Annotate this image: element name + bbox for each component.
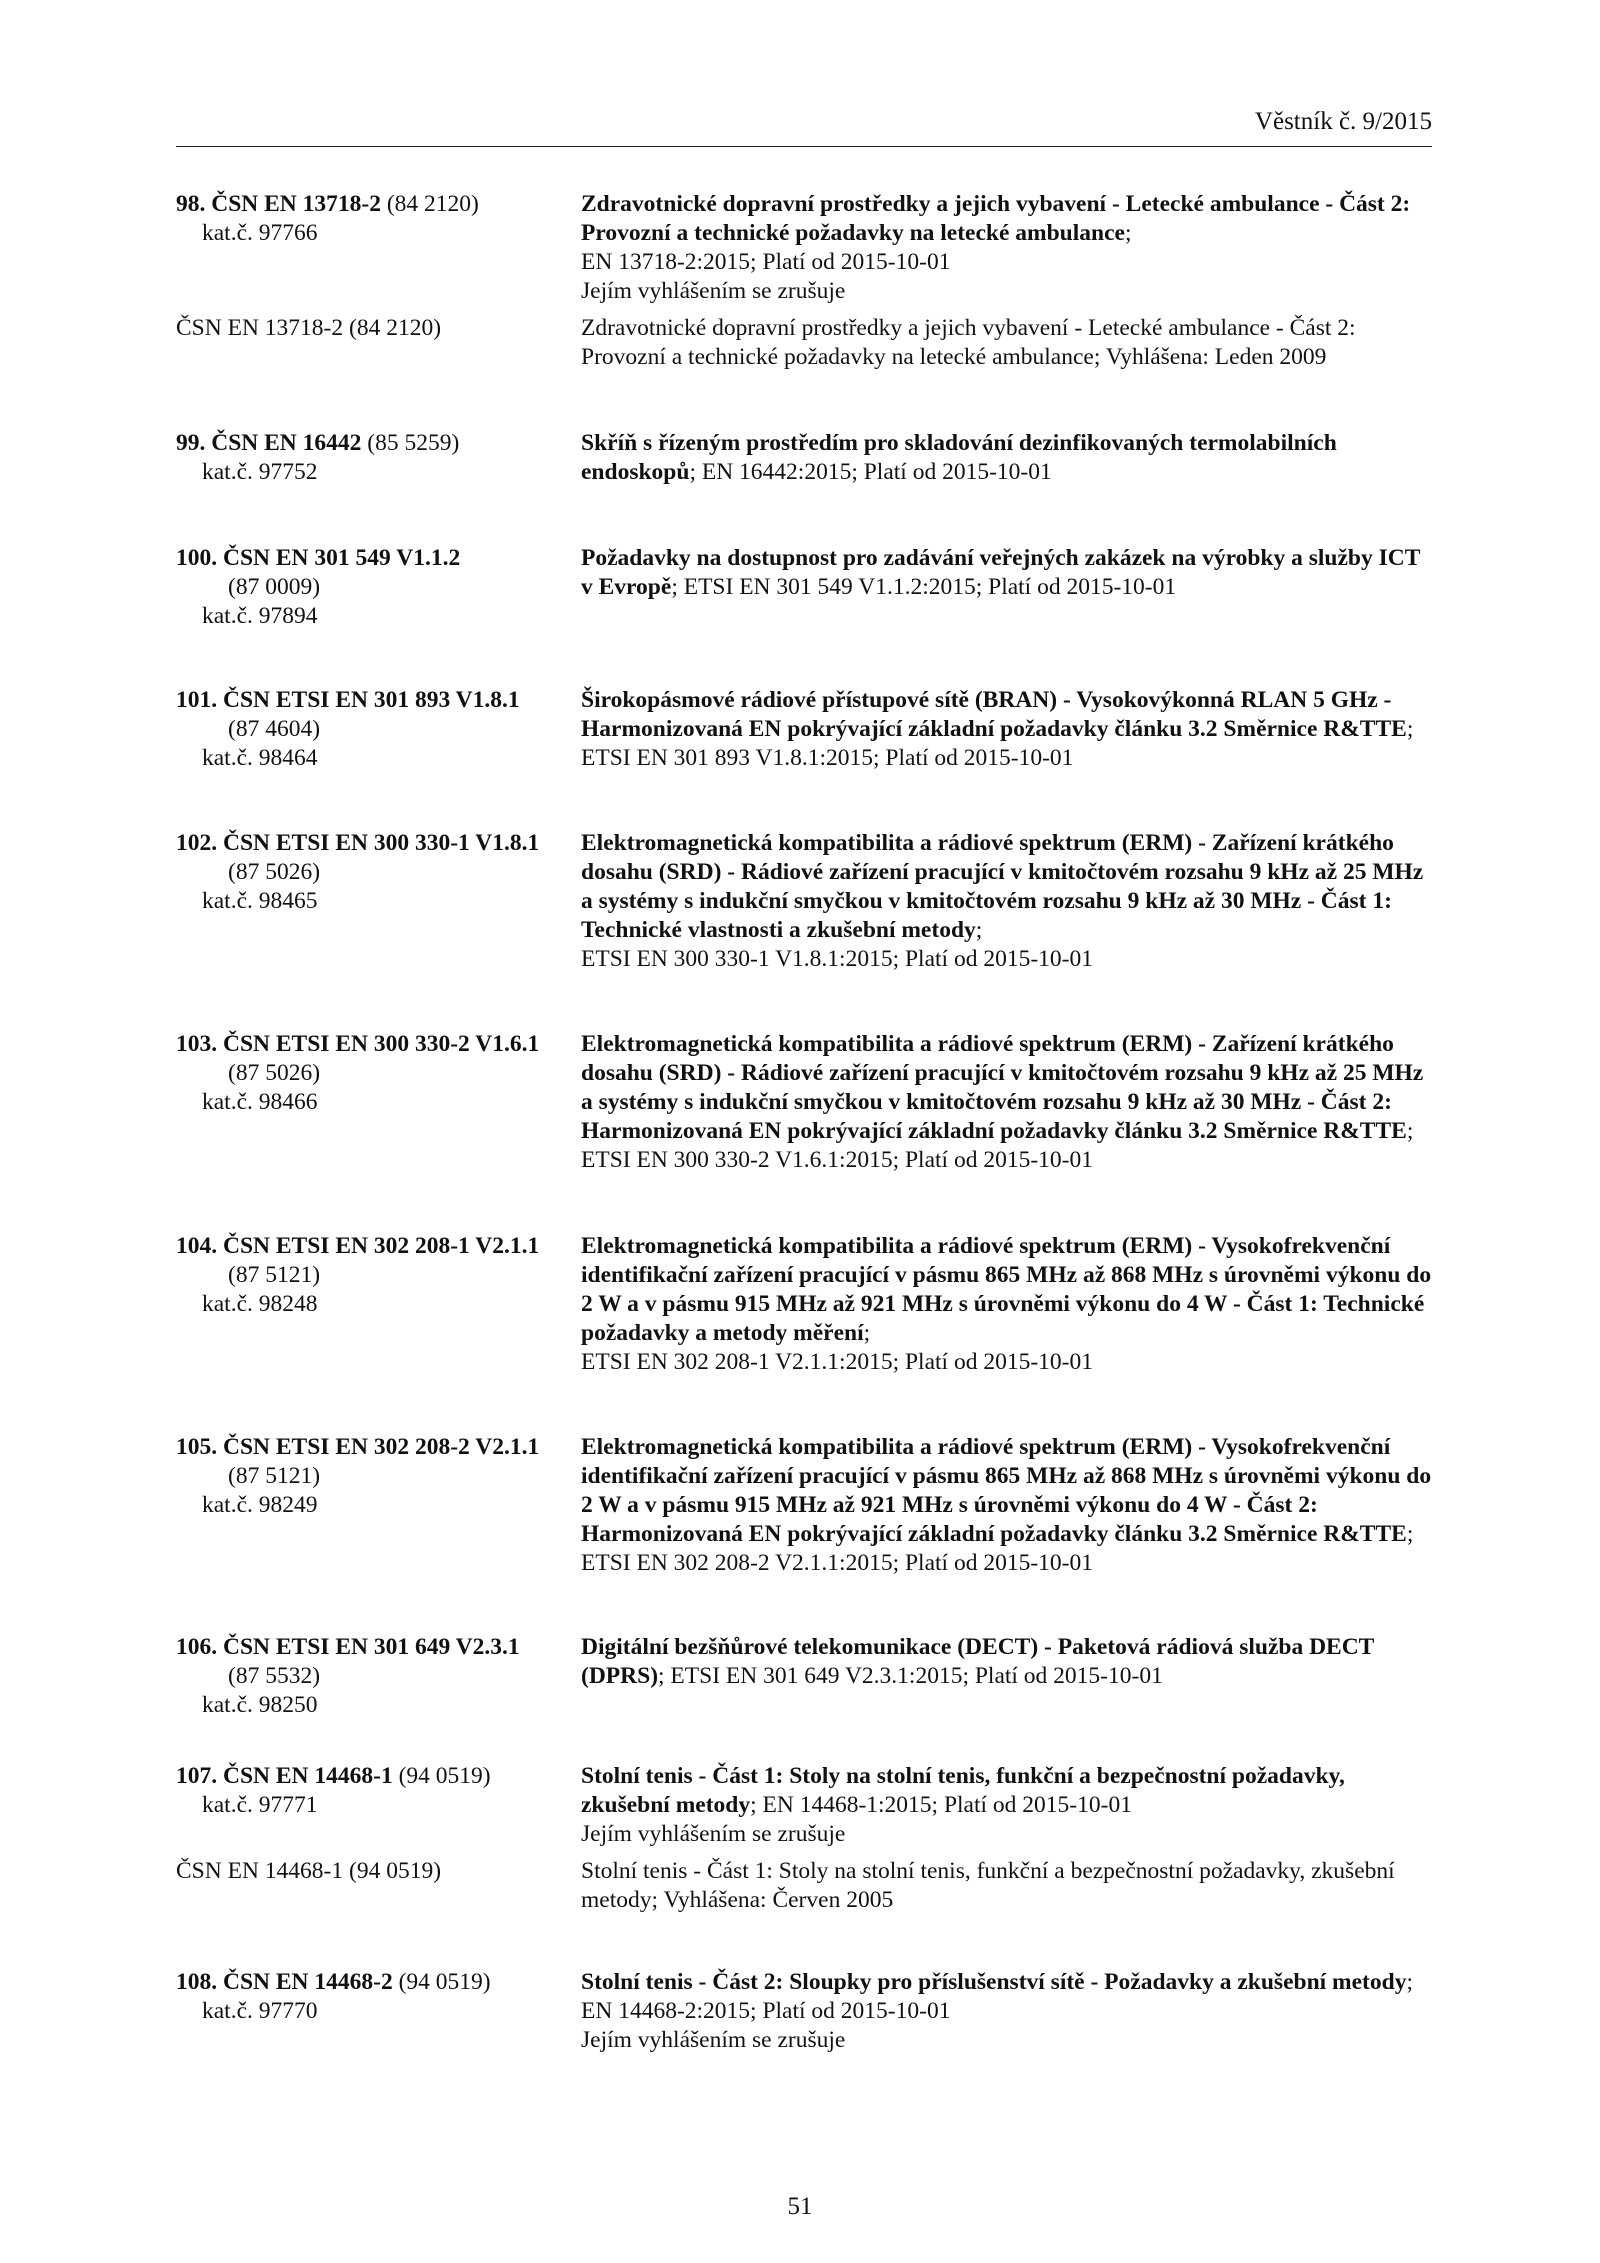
- entry-details-line: ETSI EN 302 208-1 V2.1.1:2015; Platí od 2015-10-01: [581, 1349, 1093, 1375]
- entry-title: Elektromagnetická kompatibilita a rádiové spektrum (ERM) - Vysokofrekvenční identifikační zařízení pracující v pásmu 865 MHz až 868 MHz s úrovněmi výkonu do 2 W a v pásmu 915 MHz až 921 MHz s úrovněmi výkonu do 4 W - Část 1: Technické požadavky a metody měření: [581, 1233, 1432, 1346]
- entry-details: ;: [1124, 220, 1132, 246]
- entry-catalog: kat.č. 97766: [202, 220, 318, 246]
- entry-details: ; ETSI EN 302 208-2 V2.1.1:2015; Platí od 2015-10-01: [581, 1521, 1414, 1576]
- entry-catalog: kat.č. 98464: [202, 745, 318, 771]
- standard-entry: [176, 686, 1432, 773]
- standard-entry: [176, 829, 1432, 974]
- entry-title: Zdravotnické dopravní prostředky a jejich vybavení - Letecké ambulance - Část 2: Provozní a technické požadavky na letecké ambulance: [581, 191, 1411, 246]
- entry-catalog: kat.č. 97894: [202, 603, 318, 629]
- entry-class: (87 5532): [228, 1663, 321, 1689]
- replaced-code: ČSN EN 13718-2 (84 2120): [176, 315, 442, 341]
- entry-title: Stolní tenis - Část 1: Stoly na stolní tenis, funkční a bezpečnostní požadavky, zkušební metody: [581, 1763, 1345, 1818]
- entry-class: (87 5121): [228, 1463, 321, 1489]
- entry-class: (94 0519): [398, 1763, 491, 1789]
- entry-catalog: kat.č. 97771: [202, 1792, 318, 1818]
- entry-title: Elektromagnetická kompatibilita a rádiové spektrum (ERM) - Vysokofrekvenční identifikační zařízení pracující v pásmu 865 MHz až 868 MHz s úrovněmi výkonu do 2 W a v pásmu 915 MHz až 921 MHz s úrovněmi výkonu do 4 W - Část 2: Harmonizovaná EN pokrývající základní požadavky článku 3.2 Směrnice R&TTE: [581, 1434, 1432, 1547]
- entry-code: ČSN EN 16442: [211, 430, 362, 456]
- standard-entry: [176, 429, 1432, 487]
- entry-details: ;: [863, 1320, 871, 1346]
- entry-number: 104.: [176, 1233, 218, 1259]
- entry-code: ČSN EN 301 549 V1.1.2: [223, 545, 461, 571]
- standard-entry: [176, 190, 1432, 372]
- entry-class: (85 5259): [367, 430, 460, 456]
- entry-catalog: kat.č. 98465: [202, 888, 318, 914]
- entry-note: Jejím vyhlášením se zrušuje: [581, 2027, 846, 2053]
- replaced-text: Stolní tenis - Část 1: Stoly na stolní tenis, funkční a bezpečnostní požadavky, zkušební metody; Vyhlášena: Červen 2005: [581, 1858, 1395, 1913]
- entry-catalog: kat.č. 98248: [202, 1291, 318, 1317]
- entry-code: ČSN EN 14468-2: [223, 1969, 393, 1995]
- entry-number: 101.: [176, 687, 218, 713]
- entry-number: 108.: [176, 1969, 218, 1995]
- standard-entry: [176, 1433, 1432, 1578]
- entry-class: (94 0519): [398, 1969, 491, 1995]
- entry-title: Skříň s řízeným prostředím pro skladování dezinfikovaných termolabilních endoskopů: [581, 430, 1337, 485]
- page-number: 51: [787, 2193, 813, 2220]
- entry-title: Digitální bezšňůrové telekomunikace (DECT) - Paketová rádiová služba DECT (DPRS): [581, 1634, 1374, 1689]
- entry-number: 106.: [176, 1634, 218, 1660]
- entry-class: (87 0009): [228, 574, 321, 600]
- entry-code: ČSN ETSI EN 300 330-1 V1.8.1: [223, 830, 540, 856]
- entry-title: Elektromagnetická kompatibilita a rádiové spektrum (ERM) - Zařízení krátkého dosahu (SRD) - Rádiové zařízení pracující v kmitočtovém rozsahu 9 kHz až 25 MHz a systémy s indukční smyčkou v kmitočtovém rozsahu 9 kHz až 30 MHz - Část 2: Harmonizovaná EN pokrývající základní požadavky článku 3.2 Směrnice R&TTE: [581, 1031, 1424, 1144]
- entry-number: 100.: [176, 545, 218, 571]
- entry-class: (87 5121): [228, 1262, 321, 1288]
- entry-class: (87 4604): [228, 716, 321, 742]
- header-rule: [176, 146, 1432, 147]
- entry-code: ČSN ETSI EN 301 649 V2.3.1: [223, 1634, 520, 1660]
- replaced-text: Zdravotnické dopravní prostředky a jejich vybavení - Letecké ambulance - Část 2: Provozní a technické požadavky na letecké ambulance; Vyhlášena: Leden 2009: [581, 315, 1356, 370]
- entry-catalog: kat.č. 98249: [202, 1492, 318, 1518]
- standard-entry: [176, 1968, 1432, 2055]
- entry-details: ;: [975, 917, 983, 943]
- entry-designation: [176, 190, 581, 219]
- entry-number: 103.: [176, 1031, 218, 1057]
- entry-catalog: kat.č. 98466: [202, 1089, 318, 1115]
- entry-note: Jejím vyhlášením se zrušuje: [581, 1821, 846, 1847]
- entry-number: 107.: [176, 1763, 218, 1789]
- entry-catalog: kat.č. 98250: [202, 1692, 318, 1718]
- entry-details: ; EN 14468-1:2015; Platí od 2015-10-01: [750, 1792, 1132, 1818]
- standard-entry: [176, 1232, 1432, 1377]
- entry-class: (87 5026): [228, 1060, 321, 1086]
- entry-class: (87 5026): [228, 859, 321, 885]
- entry-title: Širokopásmové rádiové přístupové sítě (BRAN) - Vysokovýkonná RLAN 5 GHz - Harmonizovaná EN pokrývající základní požadavky článku 3.2 Směrnice R&TTE: [581, 687, 1407, 742]
- entry-code: ČSN ETSI EN 302 208-2 V2.1.1: [223, 1434, 540, 1460]
- entry-title: Elektromagnetická kompatibilita a rádiové spektrum (ERM) - Zařízení krátkého dosahu (SRD) - Rádiové zařízení pracující v kmitočtovém rozsahu 9 kHz až 25 MHz a systémy s indukční smyčkou v kmitočtovém rozsahu 9 kHz až 30 MHz - Část 1: Technické vlastnosti a zkušební metody: [581, 830, 1424, 943]
- entry-code: ČSN EN 14468-1: [223, 1763, 393, 1789]
- entry-code: ČSN ETSI EN 300 330-2 V1.6.1: [223, 1031, 540, 1057]
- entry-code: ČSN EN 13718-2: [211, 191, 381, 217]
- standard-entry: [176, 1633, 1432, 1720]
- standard-entry: [176, 544, 1432, 631]
- replaced-code: ČSN EN 14468-1 (94 0519): [176, 1858, 442, 1884]
- entry-note: Jejím vyhlášením se zrušuje: [581, 278, 846, 304]
- entry-code: ČSN ETSI EN 301 893 V1.8.1: [223, 687, 520, 713]
- entry-details: ; ETSI EN 301 649 V2.3.1:2015; Platí od 2015-10-01: [658, 1663, 1163, 1689]
- entry-number: 98.: [176, 191, 206, 217]
- entry-number: 99.: [176, 430, 206, 456]
- standard-entry: [176, 1762, 1432, 1915]
- entry-number: 105.: [176, 1434, 218, 1460]
- entry-catalog: kat.č. 97770: [202, 1998, 318, 2024]
- entry-details: ; EN 14468-2:2015; Platí od 2015-10-01: [581, 1969, 1413, 2024]
- entry-catalog: kat.č. 97752: [202, 459, 318, 485]
- header-title: Věstník č. 9/2015: [1254, 108, 1432, 135]
- entry-code: ČSN ETSI EN 302 208-1 V2.1.1: [223, 1233, 540, 1259]
- entry-details: ; ETSI EN 300 330-2 V1.6.1:2015; Platí od 2015-10-01: [581, 1118, 1414, 1173]
- entry-details-line: ETSI EN 300 330-1 V1.8.1:2015; Platí od 2015-10-01: [581, 946, 1093, 972]
- standard-entry: [176, 1030, 1432, 1175]
- entry-class: (84 2120): [386, 191, 479, 217]
- entry-number: 102.: [176, 830, 218, 856]
- entry-title: Požadavky na dostupnost pro zadávání veřejných zakázek na výrobky a služby ICT v Evropě: [581, 545, 1420, 600]
- entry-details: ; ETSI EN 301 549 V1.1.2:2015; Platí od 2015-10-01: [671, 574, 1177, 600]
- entry-details: ; EN 16442:2015; Platí od 2015-10-01: [689, 459, 1052, 485]
- entry-title: Stolní tenis - Část 2: Sloupky pro příslušenství sítě - Požadavky a zkušební metody: [581, 1969, 1407, 1995]
- entry-details: ; ETSI EN 301 893 V1.8.1:2015; Platí od 2015-10-01: [581, 716, 1414, 771]
- entry-details-line: EN 13718-2:2015; Platí od 2015-10-01: [581, 249, 951, 275]
